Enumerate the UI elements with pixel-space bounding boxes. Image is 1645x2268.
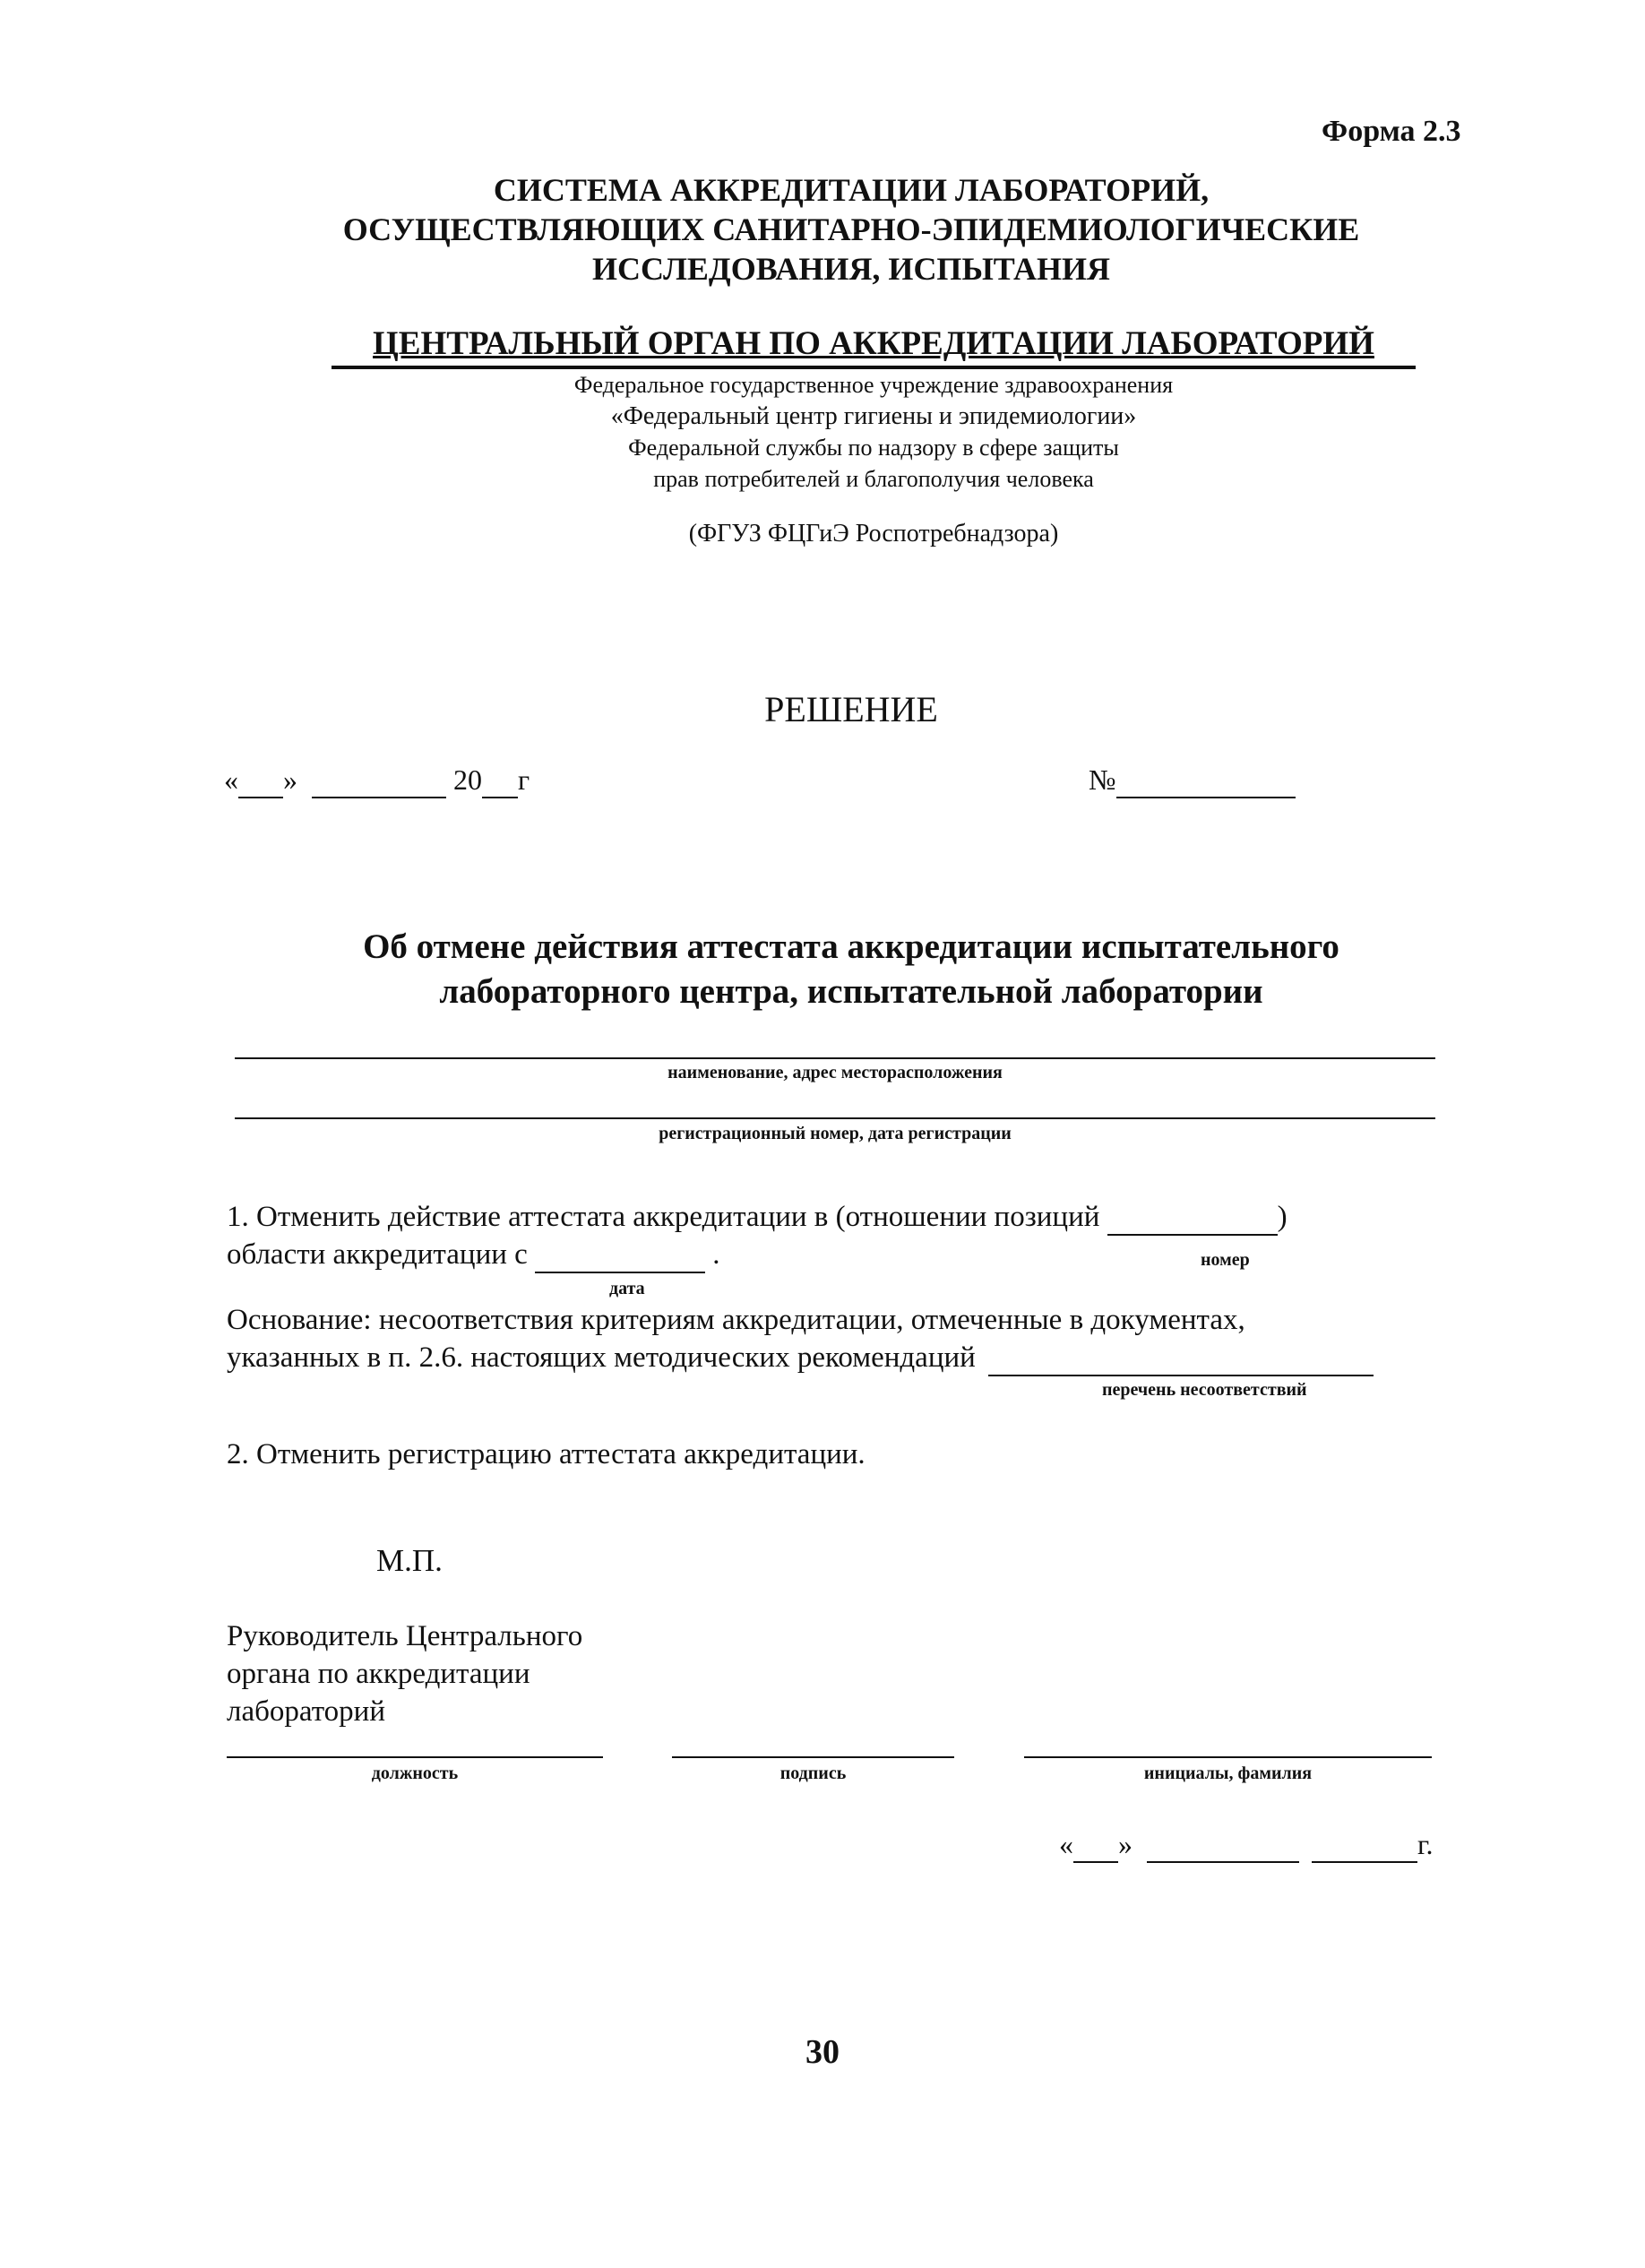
name-address-line — [235, 1057, 1435, 1059]
close-quote: » — [1118, 1828, 1133, 1860]
nonconformities-caption: перечень несоответствий — [1102, 1380, 1307, 1400]
item-1-line-2 — [227, 1238, 720, 1273]
institution-line: прав потребителей и благополучия человека — [653, 466, 1094, 492]
basis-line-2 — [227, 1341, 1374, 1376]
basis-text: указанных в п. 2.6. настоящих методических рекомендаций — [227, 1341, 976, 1374]
signatory-line: лабораторий — [227, 1695, 386, 1728]
subject-line: Об отмене действия аттестата аккредитации испытательного — [363, 927, 1339, 966]
decision-date — [224, 763, 530, 798]
position-line — [227, 1756, 603, 1758]
system-title-line: ОСУЩЕСТВЛЯЮЩИХ САНИТАРНО-ЭПИДЕМИОЛОГИЧЕСКИЕ — [342, 211, 1360, 247]
form-label: Форма 2.3 — [1322, 115, 1461, 148]
signature-caption: подпись — [779, 1764, 847, 1783]
signature-line — [672, 1756, 954, 1758]
positions-blank — [1107, 1201, 1278, 1236]
signature-date — [1059, 1828, 1434, 1863]
signatory-title — [227, 1617, 582, 1730]
number-caption: номер — [1201, 1250, 1250, 1270]
central-body-heading: ЦЕНТРАЛЬНЫЙ ОРГАН ПО АККРЕДИТАЦИИ ЛАБОРАТОРИЙ — [373, 325, 1374, 362]
item-1-area-text: области аккредитации с — [227, 1238, 528, 1271]
item-1-line-1 — [227, 1201, 1288, 1236]
item-1-period: . — [712, 1238, 720, 1271]
institution-abbr: (ФГУЗ ФЦГиЭ Роспотребнадзора) — [688, 520, 1059, 548]
month-blank — [1147, 1828, 1299, 1863]
day-blank — [1073, 1828, 1118, 1863]
item-1-text: 1. Отменить действие аттестата аккредитации в (отношении позиций — [227, 1201, 1100, 1233]
item-1-close-paren: ) — [1277, 1201, 1288, 1233]
system-title — [269, 170, 1434, 289]
system-title-line: ИССЛЕДОВАНИЯ, ИСПЫТАНИЯ — [591, 251, 1111, 287]
registration-caption: регистрационный номер, дата регистрации — [659, 1124, 1012, 1143]
name-address-caption: наименование, адрес месторасположения — [667, 1063, 1003, 1082]
year-blank — [1312, 1828, 1417, 1863]
institution-line: Федеральной службы по надзору в сфере защиты — [628, 435, 1119, 461]
number-sign: № — [1089, 763, 1116, 796]
institution-block — [358, 369, 1389, 495]
decision-number — [1089, 763, 1296, 798]
page-number: 30 — [805, 2033, 840, 2071]
registration-line — [235, 1117, 1435, 1119]
number-blank — [1116, 763, 1296, 798]
name-caption: инициалы, фамилия — [1143, 1764, 1313, 1783]
name-line — [1024, 1756, 1432, 1758]
year-blank — [482, 763, 518, 798]
stamp-place: М.П. — [376, 1543, 443, 1578]
year-prefix: 20 — [453, 763, 482, 796]
signatory-line: органа по аккредитации — [227, 1658, 530, 1690]
institution-line: «Федеральный центр гигиены и эпидемиологии» — [610, 402, 1137, 430]
date-blank — [535, 1238, 705, 1273]
decision-title: РЕШЕНИЕ — [764, 689, 938, 729]
system-title-line: СИСТЕМА АККРЕДИТАЦИИ ЛАБОРАТОРИЙ, — [493, 172, 1210, 208]
close-quote: » — [283, 763, 297, 796]
year-suffix: г. — [1417, 1828, 1434, 1860]
month-blank — [312, 763, 446, 798]
basis-line-1: Основание: несоответствия критериям аккредитации, отмеченные в документах, — [227, 1304, 1245, 1336]
signatory-line: Руководитель Центрального — [227, 1620, 583, 1652]
nonconformities-blank — [988, 1341, 1374, 1376]
open-quote: « — [224, 763, 238, 796]
date-caption: дата — [609, 1279, 645, 1298]
day-blank — [238, 763, 283, 798]
open-quote: « — [1059, 1828, 1073, 1860]
decision-subject — [224, 925, 1478, 1014]
institution-line: Федеральное государственное учреждение здравоохранения — [573, 372, 1174, 398]
subject-line: лабораторного центра, испытательной лаборатории — [439, 972, 1263, 1011]
year-suffix: г — [518, 763, 530, 796]
item-2: 2. Отменить регистрацию аттестата аккредитации. — [227, 1438, 866, 1470]
position-caption: должность — [371, 1764, 459, 1783]
